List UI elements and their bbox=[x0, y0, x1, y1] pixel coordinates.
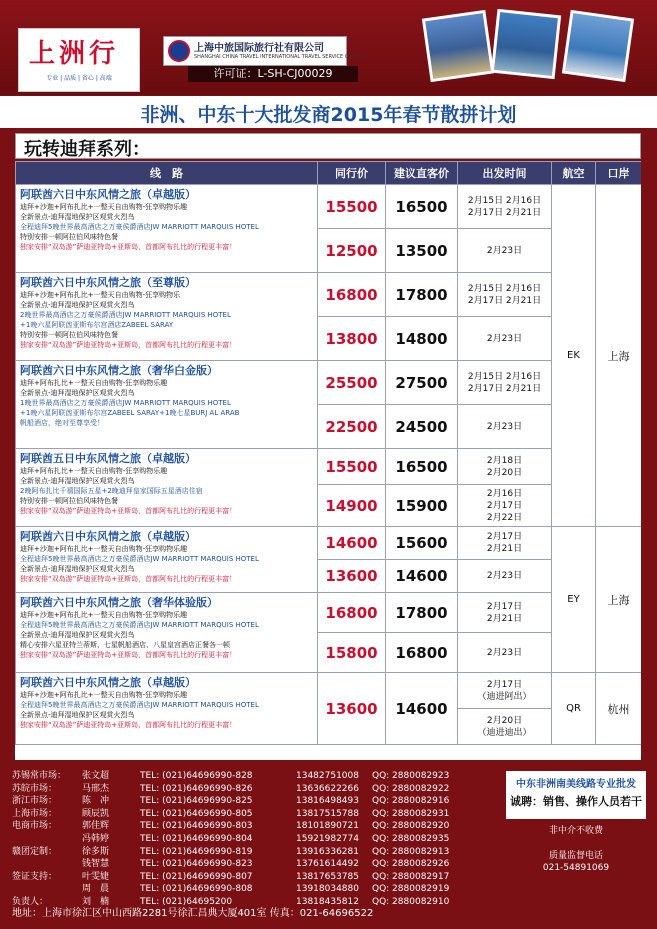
peer-price: 14600 bbox=[318, 527, 386, 560]
port-cell: 上海 bbox=[596, 527, 642, 673]
route-line: 全新景点-迪拜湿地保护区观赏火烈鸟 bbox=[20, 565, 135, 573]
departure-dates bbox=[458, 673, 552, 709]
contact-tel: TEL: (021)64696990-803 bbox=[140, 821, 253, 832]
route-name: 阿联酋六日中东风情之旅（卓越版） bbox=[20, 530, 196, 543]
supervision-number: 021-54891069 bbox=[542, 863, 610, 873]
retail-price: 24500 bbox=[386, 405, 458, 449]
contact-qq: QQ: 2880082922 bbox=[372, 783, 450, 794]
route-line: 迪拜+阿布扎比+一整天自由购物-狂享购物乐趣 bbox=[20, 467, 168, 475]
contact-mobile: 13916336281 bbox=[296, 846, 359, 857]
contact-name: 张文超 bbox=[82, 771, 110, 781]
contact-mobile: 13918034880 bbox=[296, 884, 359, 895]
route-line: 迪拜+沙迦+阿布扎比+一整天自由购物-狂享购物乐趣 bbox=[20, 545, 188, 553]
route-line: 全新景点-迪拜湿地保护区观赏火烈鸟 bbox=[20, 301, 135, 309]
contact-market: 赣团定制： bbox=[12, 846, 58, 857]
date: 2月17日 bbox=[486, 679, 523, 690]
route-line: 独家安排“双岛游”萨迪亚特岛+亚斯岛，首都阿布扎比的行程更丰富！ bbox=[20, 243, 237, 251]
route-line: 迪拜+沙迦+阿布扎比+一整天自由购物-狂享购物乐趣 bbox=[20, 691, 188, 699]
date: 2月15日 2月16日 bbox=[467, 283, 542, 294]
list-item bbox=[12, 883, 502, 896]
date: 2月23日 bbox=[486, 571, 523, 581]
departure-dates bbox=[458, 527, 552, 560]
departure-dates bbox=[458, 317, 552, 361]
contact-qq: QQ: 2880082920 bbox=[372, 821, 450, 832]
contact-mobile: 13761614492 bbox=[296, 859, 359, 870]
list-item bbox=[12, 833, 502, 846]
contact-tel: TEL: (021)64696990-825 bbox=[140, 796, 253, 807]
retail-price: 16500 bbox=[386, 449, 458, 485]
route-name: 阿联酋六日中东风情之旅（卓越版） bbox=[20, 676, 196, 689]
route-cell bbox=[16, 361, 318, 449]
route-line: 全程迪拜5晚世界最高酒店之万豪侯爵酒店JW MARRIOTT MARQUIS HOTEL bbox=[20, 701, 259, 709]
list-item bbox=[12, 783, 502, 796]
route-line: 全新景点-迪拜湿地保护区观赏火烈鸟 bbox=[20, 631, 135, 639]
burj-al-arab-photo bbox=[562, 10, 634, 82]
peer-price: 15800 bbox=[318, 633, 386, 673]
date: 2月17日 2月21日 bbox=[467, 295, 542, 306]
contact-qq: QQ: 2880082931 bbox=[372, 808, 450, 819]
route-cell bbox=[16, 527, 318, 593]
list-item bbox=[12, 808, 502, 821]
route-line: 全程迪拜5晚世界最高酒店之万豪侯爵酒店JW MARRIOTT MARQUIS HOTEL bbox=[20, 223, 259, 231]
license-number: 许可证：L-SH-CJ00029 bbox=[188, 66, 358, 82]
peer-price: 13800 bbox=[318, 317, 386, 361]
list-item bbox=[12, 846, 502, 859]
route-line: 精心安排六星亚特兰蒂斯、七星帆船酒店、八星皇宫酒店正餐各一顿 bbox=[20, 641, 230, 649]
title-bar bbox=[0, 96, 657, 128]
departure-dates bbox=[458, 709, 552, 745]
contact-name: 马邢杰 bbox=[82, 783, 110, 794]
list-item bbox=[12, 871, 502, 884]
contact-market: 负责人： bbox=[12, 896, 49, 907]
header-route: 线 路 bbox=[16, 162, 318, 185]
contact-name: 钱智慧 bbox=[82, 859, 110, 870]
departure-dates bbox=[458, 361, 552, 405]
contact-market: 浙江市场： bbox=[12, 796, 58, 807]
palm-island-photo bbox=[491, 9, 561, 79]
airline-cell: EK bbox=[552, 185, 596, 527]
contact-market: 苏皖市场： bbox=[12, 783, 58, 794]
departure-dates bbox=[458, 405, 552, 449]
contact-tel: TEL: (021)64696990-828 bbox=[140, 771, 253, 781]
contact-name: 徐多斯 bbox=[82, 846, 110, 857]
contact-tel: TEL: (021)64696990-823 bbox=[140, 859, 253, 870]
route-cell bbox=[16, 273, 318, 361]
contact-qq: QQ: 2880082913 bbox=[372, 846, 450, 857]
contact-name: 郭佳辉 bbox=[82, 821, 110, 832]
contact-name: 刘 楠 bbox=[82, 896, 110, 907]
contact-name: 陈 冲 bbox=[82, 796, 110, 807]
header-departure: 出发时间 bbox=[458, 162, 552, 185]
route-name: 阿联酋六日中东风情之旅（奢华白金版） bbox=[20, 364, 218, 377]
route-line: 全新景点-迪拜湿地保护区观赏火烈鸟 bbox=[20, 711, 135, 719]
date: 2月21日 bbox=[486, 544, 523, 554]
retail-price: 14600 bbox=[386, 560, 458, 593]
series-title: 玩转迪拜系列： bbox=[24, 139, 150, 160]
departure-dates bbox=[458, 273, 552, 317]
recruit-line-2: 诚聘：销售、操作人员若干 bbox=[510, 795, 642, 808]
route-line: 独家安排“双岛游”萨迪亚特岛+亚斯岛，首都阿布扎比的行程更丰富！ bbox=[20, 651, 237, 659]
retail-price: 14600 bbox=[386, 673, 458, 745]
contact-name: 冯韩婷 bbox=[82, 833, 110, 844]
date: （迪进阿出） bbox=[477, 691, 532, 702]
contact-tel: TEL: (021)64696990-807 bbox=[140, 871, 253, 882]
route-line: 1晚世界最高酒店之万豪侯爵酒店JW MARRIOTT MARQUIS HOTEL bbox=[20, 399, 231, 407]
departure-dates bbox=[458, 593, 552, 633]
contact-qq: QQ: 2880082919 bbox=[372, 884, 450, 895]
route-line: 特别安排一顿阿拉伯风味特色餐 bbox=[20, 233, 118, 241]
contact-market: 苏锡常市场： bbox=[12, 771, 67, 781]
table-row bbox=[16, 593, 642, 633]
contact-tel: TEL: (021)64696990-819 bbox=[140, 846, 253, 857]
contact-name: 顾辰凯 bbox=[82, 808, 110, 819]
route-line: 独家安排“双岛游”萨迪亚特岛+亚斯岛，首都阿布扎比的行程更丰富！ bbox=[20, 341, 237, 349]
peer-price: 25500 bbox=[318, 361, 386, 405]
retail-price: 15600 bbox=[386, 527, 458, 560]
table-row bbox=[16, 185, 642, 229]
route-line: 2晚阿布扎比千禧国际五星+2晚迪拜皇家国际五星酒店住宿 bbox=[20, 487, 203, 495]
departure-dates bbox=[458, 485, 552, 527]
date: 2月17日 2月21日 bbox=[467, 383, 542, 394]
date: 2月20日 bbox=[486, 467, 523, 478]
date: 2月22日 bbox=[486, 512, 523, 523]
route-line: 迪拜+沙迦+阿布扎比+一整天自由购物-狂享购物乐 bbox=[20, 291, 181, 299]
header-port: 口岸 bbox=[596, 162, 642, 185]
retail-price: 14800 bbox=[386, 317, 458, 361]
agency-name: 上海中旅国际旅行社有限公司 bbox=[194, 43, 324, 54]
contact-mobile: 13817653785 bbox=[296, 871, 359, 882]
list-item bbox=[12, 795, 502, 808]
route-line: 迪拜+沙迦+阿布扎比+一整天自由购物-狂享购物乐趣 bbox=[20, 203, 188, 211]
contact-list bbox=[12, 770, 502, 907]
peer-price: 16800 bbox=[318, 273, 386, 317]
retail-price: 17800 bbox=[386, 593, 458, 633]
no-commission-note: 非中介不收费 bbox=[548, 826, 603, 836]
logo-text: 上洲行 bbox=[29, 39, 120, 69]
route-line: 2晚世界最高酒店之万豪侯爵酒店JW MARRIOTT MARQUIS HOTEL bbox=[20, 311, 231, 319]
peer-price: 15500 bbox=[318, 449, 386, 485]
contact-qq: QQ: 2880082917 bbox=[372, 871, 450, 882]
table-row bbox=[16, 449, 642, 485]
port-cell: 杭州 bbox=[596, 673, 642, 745]
agency-name-en: SHANGHAI CHINA TRAVEL INTERNATIONAL TRAVEL SERVICE CO.,LTD. bbox=[194, 54, 366, 60]
table-header-row bbox=[16, 162, 642, 185]
departure-dates bbox=[458, 633, 552, 673]
price-table bbox=[15, 161, 641, 745]
route-name: 阿联酋六日中东风情之旅（奢华体验版） bbox=[20, 596, 218, 609]
retail-price: 16800 bbox=[386, 633, 458, 673]
header-banner bbox=[0, 0, 657, 95]
departure-dates bbox=[458, 229, 552, 273]
route-line: 全新景点-迪拜湿地保护区观赏火烈鸟 bbox=[20, 389, 135, 397]
route-cell bbox=[16, 673, 318, 745]
date: 2月15日 2月16日 bbox=[467, 195, 542, 206]
contact-tel: TEL: (021)64696990-826 bbox=[140, 783, 253, 794]
series-bar bbox=[15, 133, 641, 159]
route-line: +1晚六星阿联酋亚斯布尔宫ZABEEL SARAY+1晚七星BURJ AL ARAB bbox=[20, 409, 240, 417]
date: 2月23日 bbox=[486, 333, 523, 344]
date: 2月17日 bbox=[486, 500, 523, 511]
date: 2月15日 2月16日 bbox=[467, 371, 542, 382]
route-line: 特别安排一顿阿拉伯风味特色餐 bbox=[20, 497, 118, 505]
date: 2月23日 bbox=[486, 647, 523, 658]
route-cell bbox=[16, 449, 318, 527]
supervision-phone bbox=[506, 850, 646, 874]
contact-qq: QQ: 2880082935 bbox=[372, 833, 450, 844]
date: 2月16日 bbox=[486, 488, 523, 499]
contact-mobile: 13482751008 bbox=[296, 771, 359, 781]
date: 2月17日 bbox=[486, 601, 523, 612]
contact-qq: QQ: 2880082910 bbox=[372, 896, 450, 907]
contact-tel: TEL: (021)64696990-808 bbox=[140, 884, 253, 895]
route-line: 独家安排“双岛游”萨迪亚特岛+亚斯岛，首都阿布扎比的行程更丰富！ bbox=[20, 575, 237, 583]
contact-tel: TEL: (021)64695200 bbox=[140, 896, 233, 907]
peer-price: 14900 bbox=[318, 485, 386, 527]
table-row bbox=[16, 361, 642, 405]
contact-market: 上海市场： bbox=[12, 808, 58, 819]
departure-dates bbox=[458, 560, 552, 593]
airline-cell: QR bbox=[552, 673, 596, 745]
date: 2月20日 bbox=[486, 715, 523, 726]
peer-price: 12500 bbox=[318, 229, 386, 273]
date: 2月17日 bbox=[486, 532, 523, 542]
table-row bbox=[16, 273, 642, 317]
date: （迪进迪出） bbox=[477, 727, 532, 738]
contact-tel: TEL: (021)64696990-805 bbox=[140, 808, 253, 819]
departure-dates bbox=[458, 449, 552, 485]
recruit-box bbox=[506, 771, 646, 819]
route-line: 独家安排“双岛游”萨迪亚特岛+亚斯岛，首都阿布扎比的行程更丰富！ bbox=[20, 721, 237, 729]
contact-name: 叶雯婕 bbox=[82, 871, 110, 882]
logo-subtitle: 专业 | 品质 | 省心 | 高端 bbox=[46, 75, 112, 82]
contact-mobile: 15921982774 bbox=[296, 833, 359, 844]
route-name: 阿联酋六日中东风情之旅（卓越版） bbox=[20, 188, 196, 201]
retail-price: 27500 bbox=[386, 361, 458, 405]
contact-mobile: 18101890721 bbox=[296, 821, 359, 832]
contact-market: 电商市场： bbox=[12, 821, 58, 832]
dubai-skyline-photo bbox=[422, 10, 494, 82]
peer-price: 16800 bbox=[318, 593, 386, 633]
route-line: 特别安排一顿阿拉伯风味特色餐 bbox=[20, 331, 118, 339]
contact-qq: QQ: 2880082923 bbox=[372, 771, 450, 781]
route-line: 全新景点-迪拜湿地保护区观赏火烈鸟 bbox=[20, 477, 135, 485]
peer-price: 15500 bbox=[318, 185, 386, 229]
table-row bbox=[16, 673, 642, 709]
contact-name: 周 晨 bbox=[82, 884, 110, 895]
route-line: 迪拜+沙迦+阿布扎比+一整天自由购物-狂享购物乐趣 bbox=[20, 611, 188, 619]
peer-price: 13600 bbox=[318, 560, 386, 593]
date: 2月17日 2月21日 bbox=[467, 207, 542, 218]
header-airline: 航空 bbox=[552, 162, 596, 185]
departure-dates bbox=[458, 185, 552, 229]
route-line: 全程迪拜5晚世界最高酒店之万豪侯爵酒店JW MARRIOTT MARQUIS HOTEL bbox=[20, 621, 259, 629]
header-retail-price: 建议直客价 bbox=[386, 162, 458, 185]
route-line: 帆船酒店，绝对至尊享受！ bbox=[20, 419, 104, 427]
date: 2月23日 bbox=[486, 421, 523, 432]
route-line: 全新景点-迪拜湿地保护区观赏火烈鸟 bbox=[20, 213, 135, 221]
agency-logo bbox=[163, 36, 366, 66]
retail-price: 17800 bbox=[386, 273, 458, 317]
contact-mobile: 13818435812 bbox=[296, 896, 359, 907]
table-row bbox=[16, 527, 642, 560]
date: 2月21日 bbox=[486, 613, 523, 624]
list-item bbox=[12, 770, 502, 783]
contact-mobile: 13816498493 bbox=[296, 796, 359, 807]
contact-mobile: 13817515788 bbox=[296, 808, 359, 819]
retail-price: 16500 bbox=[386, 185, 458, 229]
contact-tel: TEL: (021)64696990-804 bbox=[140, 833, 253, 844]
peer-price: 22500 bbox=[318, 405, 386, 449]
route-cell bbox=[16, 593, 318, 673]
page-title: 非洲、中东十大批发商2015年春节散拼计划 bbox=[140, 104, 517, 126]
list-item bbox=[12, 820, 502, 833]
route-line: +1晚六星阿联酋亚斯布尔宫酒店ZABEEL SARAY bbox=[20, 321, 174, 329]
contact-qq: QQ: 2880082916 bbox=[372, 796, 450, 807]
route-cell bbox=[16, 185, 318, 273]
shangzhouxing-logo bbox=[18, 28, 140, 92]
price-table-wrapper bbox=[15, 161, 641, 760]
contact-market: 签证支持： bbox=[12, 871, 58, 882]
list-item bbox=[12, 858, 502, 871]
retail-price: 15900 bbox=[386, 485, 458, 527]
peer-price: 13600 bbox=[318, 673, 386, 745]
header-peer-price: 同行价 bbox=[318, 162, 386, 185]
contact-mobile: 13636622266 bbox=[296, 783, 359, 794]
address-line: 地址：上海市徐汇区中山西路2281号徐汇昌典大厦401室 传真：021-64696522 bbox=[12, 908, 374, 919]
route-line: 独家安排“双岛游”萨迪亚特岛+亚斯岛，首都阿布扎比的行程更丰富！ bbox=[20, 507, 237, 515]
route-name: 阿联酋五日中东风情之旅（卓越版） bbox=[20, 452, 196, 465]
date: 2月23日 bbox=[486, 245, 523, 256]
route-line: 迪拜+阿布扎比+一整天自由购物-狂享购物乐趣 bbox=[20, 379, 168, 387]
retail-price: 13500 bbox=[386, 229, 458, 273]
agency-emblem-icon bbox=[168, 40, 190, 62]
port-cell: 上海 bbox=[596, 185, 642, 527]
contact-qq: QQ: 2880082926 bbox=[372, 859, 450, 870]
supervision-label: 质量监督电话 bbox=[548, 851, 603, 861]
route-name: 阿联酋六日中东风情之旅（至尊版） bbox=[20, 276, 196, 289]
airline-cell: EY bbox=[552, 527, 596, 673]
route-line: 全程迪拜5晚世界最高酒店之万豪侯爵酒店JW MARRIOTT MARQUIS HOTEL bbox=[20, 555, 259, 563]
recruit-line-1: 中东非洲南美线路专业批发 bbox=[516, 779, 636, 790]
date: 2月18日 bbox=[486, 455, 523, 466]
